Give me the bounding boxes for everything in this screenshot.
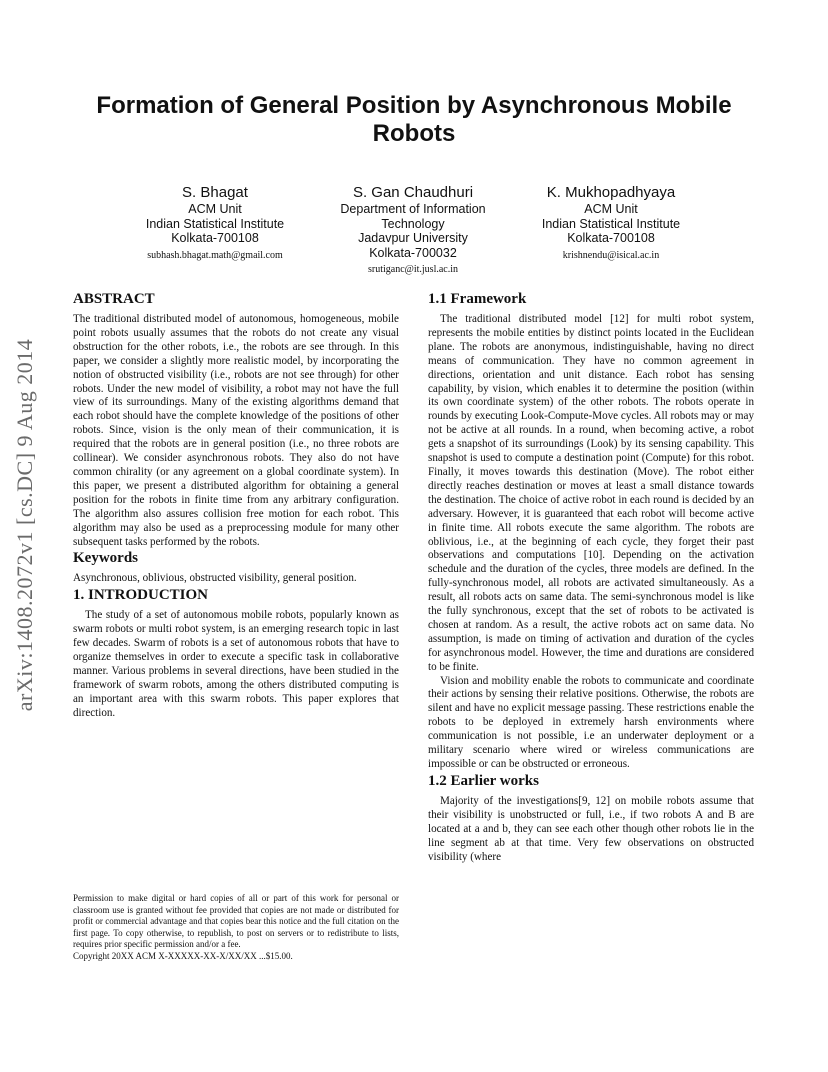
- earlier-works-text: Majority of the investigations[9, 12] on mobile robots assume that their visibility is unobstructed or full, i.e., if two robots A and B are located at a and b, they can see each other though other robots lie in the line segment ab at that time. Very few observations on obstructed visibility (where: [428, 794, 754, 863]
- author-affiliation: Kolkata-700108: [171, 231, 259, 245]
- right-column: [428, 290, 754, 864]
- author-name: K. Mukhopadhyaya: [546, 184, 676, 201]
- author-affiliation: ACM Unit: [584, 202, 638, 216]
- author-affiliation: ACM Unit: [188, 202, 242, 216]
- framework-heading: 1.1 Framework: [428, 291, 527, 307]
- copyright-text: Copyright 20XX ACM X-XXXXX-XX-X/XX/XX ...$15.00.: [73, 950, 293, 961]
- introduction-text: The study of a set of autonomous mobile robots, popularly known as swarm robots or multi robot system, is an emerging research topic in last few decades. Swarm of robots is a set of autonomous robots that have to organize themselves in order to execute a specific task in collaborative manner. Various problems in several directions, have been studied in the framework of swarm robots, among the others distributed computing is an important area with this swarm robots. This paper explores that direction.: [73, 609, 399, 719]
- author-email[interactable]: srutiganc@it.jusl.ac.in: [367, 264, 459, 275]
- author-affiliation: Kolkata-700108: [567, 231, 655, 245]
- arxiv-identifier: arXiv:1408.2072v1 [cs.DC] 9 Aug 2014: [12, 338, 38, 712]
- author-email[interactable]: subhash.bhagat.math@gmail.com: [147, 249, 283, 261]
- author-affiliation: Indian Statistical Institute: [145, 216, 285, 231]
- author-affiliation: Jadavpur University: [358, 231, 468, 245]
- abstract-heading: ABSTRACT: [73, 291, 155, 307]
- permission-footnote: [73, 893, 399, 963]
- abstract-text: The traditional distributed model of autonomous, homogeneous, mobile point robots usually assumes that the robots do not create any visual obstruction for the other robots, i.e., the robots are see through. In this paper, we consider a slightly more realistic model, by incorporating the notion of obstructed visibility (i.e., robots are not see through) for other robots. Under the new model of visibility, a robot may not have the full view of its surroundings. Many of the existing algorithms demand that each robot should have the complete knowledge of the positions of other robots. Since, vision is the only mean of their communication, it is required that the robots are in general position (i.e., no three robots are collinear). We consider asynchronous robots. They also do not have common chirality (or any agreement on a global coordinate system). In this paper, we present a distributed algorithm for obtaining a general position for the robots in finite time from any arbitrary configuration. The algorithm also assures collision free motion for each robot. This algorithm may also be used as a preprocessing module for many other subsequent tasks performed by the robots.: [73, 313, 399, 548]
- keywords-text: Asynchronous, oblivious, obstructed visibility, general position.: [73, 572, 357, 585]
- author-affiliation: Kolkata-700032: [369, 245, 457, 260]
- framework-paragraph: The traditional distributed model [12] for multi robot system, represents the mobile entities by distinct points located in the Euclidean plane. The robots are anonymous, indistinguishable, having no direct means of communication. They have no common agreement in directions, orientation and unit distance. Each robot has sensing capability, by vision, which enables it to determine the position (within its own coordinate system) of the other robots. The robots operate in rounds by executing Look-Compute-Move cycles. All robots may or may not be active at all rounds. In a round, when becoming active, a robot gets a snapshot of its surroundings (Look) by its sensing capability. This snapshot is used to compute a destination point (Compute) for this robot. Finally, it moves towards this destination (Move). The robot either directly reaches destination or moves at least a small distance towards the destination. The choice of active robot in each round is decided by an adversary. However, it is guaranteed that each robot will become active in finite time. All robots execute the same algorithm. The robots are oblivious, i.e., at the beginning of each cycle, they forget their past observations and computations [10]. Depending on the activation schedule and the duration of the cycles, three models are defined. In the fully-synchronous model, all robots are activated simultaneously. As a result, all robots acts on same data. The semi-synchronous model is like the fully synchronous, except that the set of robots to be activated is chosen at random. As a result, the active robots act on same data. No assumption, is made on timing of activation and duration of the cycles for asynchronous model. However, the time and durations are considered to be finite.: [428, 313, 754, 673]
- author-affiliation: Department of Information Technology: [340, 202, 486, 231]
- earlier-works-heading: 1.2 Earlier works: [428, 772, 539, 789]
- author-email[interactable]: krishnendu@isical.ac.in: [562, 249, 660, 261]
- framework-paragraph: Vision and mobility enable the robots to communicate and coordinate their actions by sensing their relative positions. Otherwise, the robots are silent and have no explicit message passing. These restrictions enable the robots to be deployed in extremely harsh environments where communication is not possible, i.e an underwater deployment or a military scenario where wired or wireless communications are impossible or can be obstructed or erroneous.: [428, 674, 754, 770]
- author-block: [506, 183, 716, 263]
- introduction-heading: 1. INTRODUCTION: [73, 587, 209, 604]
- left-column: [73, 290, 399, 721]
- author-name: S. Gan Chaudhuri: [352, 184, 474, 201]
- author-block: [308, 183, 518, 277]
- keywords-heading: Keywords: [73, 550, 138, 567]
- author-affiliation: Indian Statistical Institute: [541, 216, 681, 231]
- author-block: [110, 183, 320, 263]
- permission-text: Permission to make digital or hard copies of all or part of this work for personal or classroom use is granted without fee provided that copies are not made or distributed for profit or commercial advantage and that copies bear this notice and the full citation on the first page. To copy otherwise, to republish, to post on servers or to redistribute to lists, requires prior specific permission and/or a fee.: [73, 893, 399, 950]
- author-name: S. Bhagat: [182, 184, 248, 201]
- paper-title: Formation of General Position by Asynchronous Mobile Robots: [96, 92, 732, 147]
